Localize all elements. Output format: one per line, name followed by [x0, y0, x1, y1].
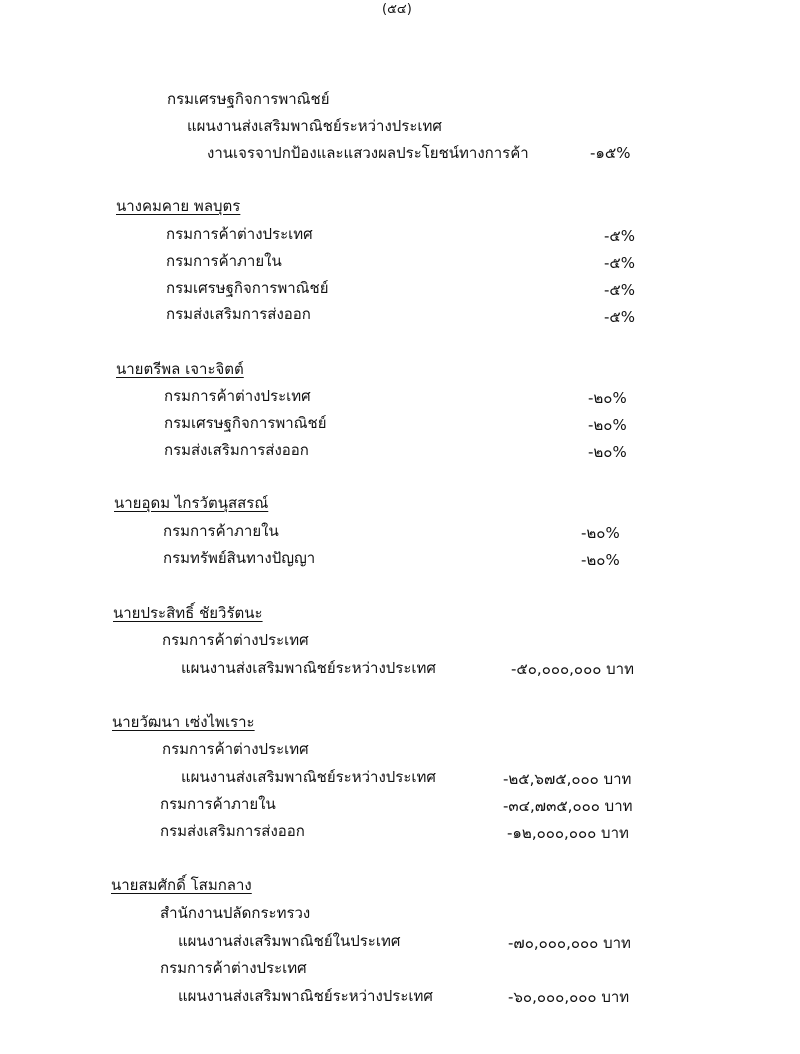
- section-3-line-1-text: กรมทรัพย์สินทางปัญญา: [163, 549, 316, 567]
- section-1-line-2-text: กรมเศรษฐกิจการพาณิชย์: [166, 279, 329, 297]
- section-1-line-3-text: กรมส่งเสริมการส่งออก: [166, 305, 311, 323]
- section-5-line-1-text: แผนงานส่งเสริมพาณิชย์ระหว่างประเทศ: [181, 768, 436, 786]
- section-5-line-3-text: กรมส่งเสริมการส่งออก: [160, 822, 305, 840]
- section-2-line-2-value: -๒๐%: [588, 443, 627, 461]
- section-4-line-1-value: -๕๐,๐๐๐,๐๐๐ บาท: [511, 660, 634, 678]
- section-1-line-0-value: -๕%: [604, 227, 636, 245]
- section-5-line-3-value: -๑๒,๐๐๐,๐๐๐ บาท: [507, 824, 629, 842]
- section-0-line-1-text: แผนงานส่งเสริมพาณิชย์ระหว่างประเทศ: [187, 117, 442, 135]
- page-number: (๕๔): [382, 2, 412, 17]
- section-6-line-2-text: กรมการค้าต่างประเทศ: [160, 959, 307, 977]
- section-6-line-1-text: แผนงานส่งเสริมพาณิชย์ในประเทศ: [178, 932, 401, 950]
- section-2-line-1-text: กรมเศรษฐกิจการพาณิชย์: [164, 414, 327, 432]
- section-5-line-2-text: กรมการค้าภายใน: [160, 795, 276, 813]
- section-4-line-0-text: กรมการค้าต่างประเทศ: [162, 631, 309, 649]
- section-1-line-3-value: -๕%: [604, 308, 636, 326]
- section-5-heading: นายวัฒนา เซ่งไพเราะ: [112, 713, 255, 731]
- section-1-line-0-text: กรมการค้าต่างประเทศ: [166, 225, 313, 243]
- section-0-line-2-text: งานเจรจาปกป้องและแสวงผลประโยชน์ทางการค้า: [207, 144, 529, 162]
- section-5-line-1-value: -๒๕,๖๗๕,๐๐๐ บาท: [503, 770, 632, 788]
- section-6-heading: นายสมศักดิ์ โสมกลาง: [111, 876, 252, 894]
- section-4-heading: นายประสิทธิ์ ชัยวิรัตนะ: [113, 604, 263, 622]
- section-6-line-0-text: สำนักงานปลัดกระทรวง: [160, 904, 311, 922]
- section-3-line-1-value: -๒๐%: [581, 551, 620, 569]
- section-2-heading: นายตรีพล เจาะจิตต์: [116, 360, 244, 378]
- section-5-line-2-value: -๓๔,๗๓๕,๐๐๐ บาท: [503, 797, 633, 815]
- section-2-line-1-value: -๒๐%: [588, 416, 627, 434]
- section-6-line-3-text: แผนงานส่งเสริมพาณิชย์ระหว่างประเทศ: [178, 987, 433, 1005]
- section-5-line-0-text: กรมการค้าต่างประเทศ: [162, 740, 309, 758]
- section-0-line-2-value: -๑๕%: [590, 144, 631, 162]
- section-3-line-0-text: กรมการค้าภายใน: [163, 522, 279, 540]
- section-0-line-0-text: กรมเศรษฐกิจการพาณิชย์: [167, 90, 330, 108]
- section-6-line-3-value: -๖๐,๐๐๐,๐๐๐ บาท: [508, 988, 630, 1006]
- section-2-line-0-value: -๒๐%: [588, 389, 627, 407]
- section-1-line-2-value: -๕%: [604, 281, 636, 299]
- section-4-line-1-text: แผนงานส่งเสริมพาณิชย์ระหว่างประเทศ: [181, 659, 436, 677]
- section-6-line-1-value: -๗๐,๐๐๐,๐๐๐ บาท: [508, 934, 631, 952]
- section-1-heading: นางคมคาย พลบุตร: [116, 197, 241, 215]
- section-3-line-0-value: -๒๐%: [581, 524, 620, 542]
- section-1-line-1-text: กรมการค้าภายใน: [166, 252, 282, 270]
- section-3-heading: นายอุดม ไกรวัตนุสสรณ์: [114, 494, 269, 512]
- section-2-line-2-text: กรมส่งเสริมการส่งออก: [164, 441, 309, 459]
- section-2-line-0-text: กรมการค้าต่างประเทศ: [164, 387, 311, 405]
- section-1-line-1-value: -๕%: [604, 254, 636, 272]
